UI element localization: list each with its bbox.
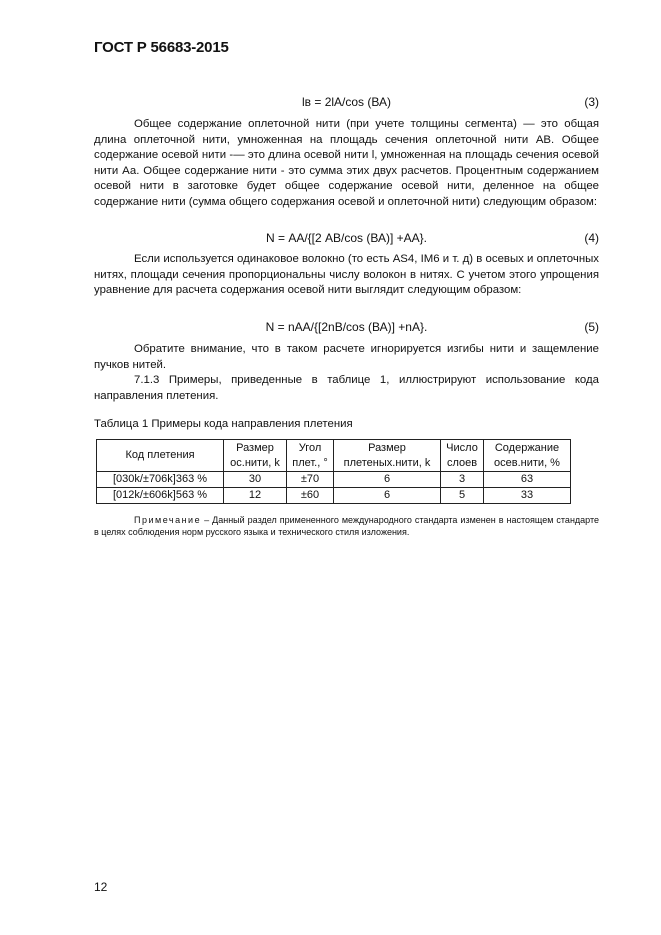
note-text: – Данный раздел примененного международного стандарта изменен в настоящем стандарте в целях соблюдения норм русского языка и технического стиля изложения. xyxy=(94,515,599,537)
table-row xyxy=(97,472,571,488)
paragraph-braid-content: Общее содержание оплеточной нити (при учете толщины сегмента) — это общая длина оплеточной нити, умноженная на площадь сечения оплеточной нити АВ. Общее содержание осевой нити -— это длина осевой нити l, умноженная на площадь сечения осевой нити Аа. Общее содержание нити - это сумма этих двух расчетов. Процентным содержанием осевой нити в заготовке будет общее содержание осевой нити, деленное на общее содержание нити (сумма общего содержания осевой и оплеточной нити) следующим образом: xyxy=(94,118,599,208)
equation-number: (5) xyxy=(584,320,599,334)
equation-number: (3) xyxy=(584,95,599,109)
table-cell: 5 xyxy=(441,488,484,504)
braid-code-table xyxy=(96,439,571,504)
table-cell: 6 xyxy=(334,488,441,504)
page-number: 12 xyxy=(94,880,108,894)
paragraph-same-fiber: Если используется одинаковое волокно (то есть AS4, IM6 и т. д) в осевых и оплеточных нитях, площади сечения пропорциональны числу волокон в нитях. С учетом этого упрощения уравнение для расчета содержания осевой нити выглядит следующим образом: xyxy=(94,253,599,297)
table-caption: Таблица 1 Примеры кода направления плетения xyxy=(94,418,353,430)
paragraph-note-bending: Обратите внимание, что в таком расчете игнорируется изгибы нити и защемление пучков нитей. xyxy=(94,343,599,371)
column-header: Размер ос.нити, k xyxy=(224,440,287,472)
table-cell: [012k/±606k]563 % xyxy=(97,488,224,504)
equation-4 xyxy=(94,231,599,247)
equation-3 xyxy=(94,95,599,111)
table-row xyxy=(97,488,571,504)
equation-5 xyxy=(94,320,599,336)
note-label: Примечание xyxy=(134,515,202,525)
table-cell: 12 xyxy=(224,488,287,504)
column-header: Угол плет., ° xyxy=(287,440,334,472)
table-cell: ±60 xyxy=(287,488,334,504)
table-cell: ±70 xyxy=(287,472,334,488)
table-cell: 3 xyxy=(441,472,484,488)
equation-formula: lв = 2lА/cos (ВА) xyxy=(301,95,391,109)
table-cell: 33 xyxy=(484,488,571,504)
equation-number: (4) xyxy=(584,231,599,245)
table-cell: 63 xyxy=(484,472,571,488)
column-header: Число слоев xyxy=(441,440,484,472)
column-header: Код плетения xyxy=(97,440,224,472)
table-note xyxy=(94,514,599,538)
document-code: ГОСТ Р 56683-2015 xyxy=(94,39,229,56)
table-cell: 30 xyxy=(224,472,287,488)
table-cell: [030k/±706k]363 % xyxy=(97,472,224,488)
equation-formula: N = АА/{[2 АВ/cos (ВА)] +АА}. xyxy=(265,231,427,245)
column-header: Размер плетеных.нити, k xyxy=(334,440,441,472)
paragraph-7-1-3: 7.1.3 Примеры, приведенные в таблице 1, иллюстрируют использование кода направления плетения. xyxy=(94,374,599,402)
column-header: Содержание осев.нити, % xyxy=(484,440,571,472)
equation-formula: N = nАА/{[2nВ/cos (ВА)] +nА}. xyxy=(265,320,428,334)
table-header-row xyxy=(97,440,571,472)
table-cell: 6 xyxy=(334,472,441,488)
